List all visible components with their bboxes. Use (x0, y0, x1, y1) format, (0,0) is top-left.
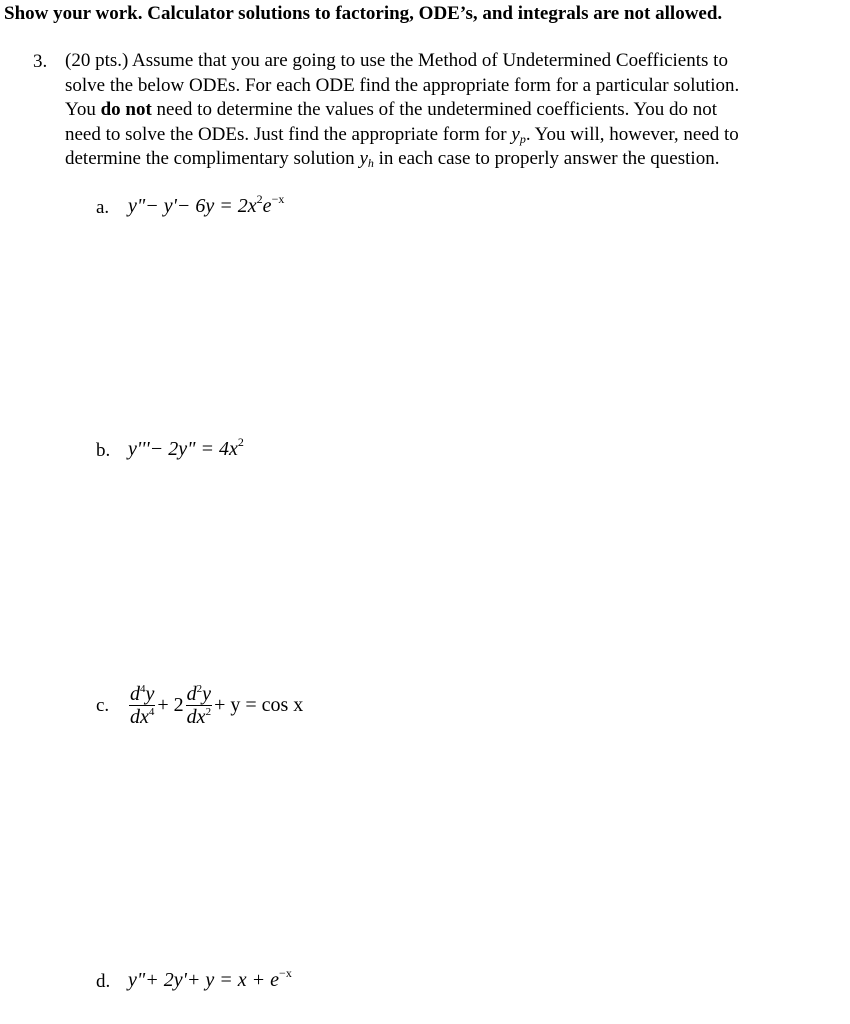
part-b-equation (128, 435, 244, 461)
part-a-equation (128, 192, 285, 218)
second-derivative-fraction (186, 683, 212, 728)
problem-line-5-end: in each case to properly answer the question. (373, 148, 720, 170)
part-d-label: d. (96, 971, 111, 992)
problem-line-5 (65, 147, 825, 172)
yh-symbol: y (359, 148, 368, 170)
fraction-1-numerator (129, 683, 155, 705)
part-d-exponent: −x (279, 966, 292, 980)
fraction-2-d: d (186, 682, 197, 705)
fraction-1-y: y (145, 682, 155, 705)
part-b-lhs: y'''− 2y" = 4x (128, 438, 238, 460)
part-b-label: b. (96, 440, 111, 461)
fraction-2-dx: dx (186, 705, 206, 728)
problem-statement (65, 49, 825, 172)
problem-line-4-start: need to solve the ODEs. Just find the appropriate form for (65, 123, 512, 145)
fraction-2-denominator (186, 706, 212, 728)
fraction-1-dx: dx (130, 705, 149, 728)
part-c-plus-coefficient: + 2 (157, 693, 184, 716)
part-a-exponent-1: 2 (256, 192, 263, 206)
part-a-exponent-2: −x (271, 192, 285, 206)
fraction-2-num-exponent: 2 (196, 682, 203, 695)
fraction-1-d: d (130, 682, 140, 705)
problem-line-1: (20 pts.) Assume that you are going to use the Method of Undetermined Coefficients to (65, 50, 728, 71)
fourth-derivative-fraction (129, 683, 155, 728)
emphasis-do-not: do not (100, 99, 152, 121)
fraction-1-num-exponent: 4 (140, 682, 146, 695)
fraction-2-y: y (202, 682, 212, 705)
problem-line-4 (65, 123, 825, 148)
part-d-lhs: y"+ 2y'+ y = x + e (128, 969, 280, 991)
fraction-2-numerator (186, 683, 212, 705)
problem-line-4-end: . You will, however, need to (525, 123, 739, 145)
fraction-2-den-exponent: 2 (205, 705, 212, 718)
problem-number: 3. (33, 51, 48, 72)
part-d-equation (128, 966, 292, 992)
part-a-lhs: y"− y'− 6y = 2x (128, 195, 257, 217)
yh-subscript: h (367, 156, 374, 171)
problem-line-3 (65, 98, 825, 123)
problem-line-3-end: need to determine the values of the undetermined coefficients. You do not (151, 99, 718, 121)
part-b-exponent: 2 (237, 435, 244, 449)
problem-line-5-start: determine the complimentary solution (65, 148, 360, 170)
part-c-label: c. (96, 695, 110, 716)
part-a-e: e (262, 195, 272, 217)
fraction-1-den-exponent: 4 (148, 705, 155, 718)
part-a-label: a. (96, 197, 110, 218)
part-c-tail: + y = cos x (214, 693, 304, 716)
yp-subscript: p (519, 131, 526, 146)
fraction-1-denominator (129, 706, 155, 728)
yp-symbol: y (511, 123, 520, 145)
problem-line-2: solve the below ODEs. For each ODE find the appropriate form for a particular solution. (65, 74, 740, 96)
problem-line-3-start: You (65, 99, 101, 121)
instruction-heading: Show your work. Calculator solutions to factoring, ODE’s, and integrals are not allowed. (4, 3, 723, 24)
part-c-equation (128, 678, 304, 732)
